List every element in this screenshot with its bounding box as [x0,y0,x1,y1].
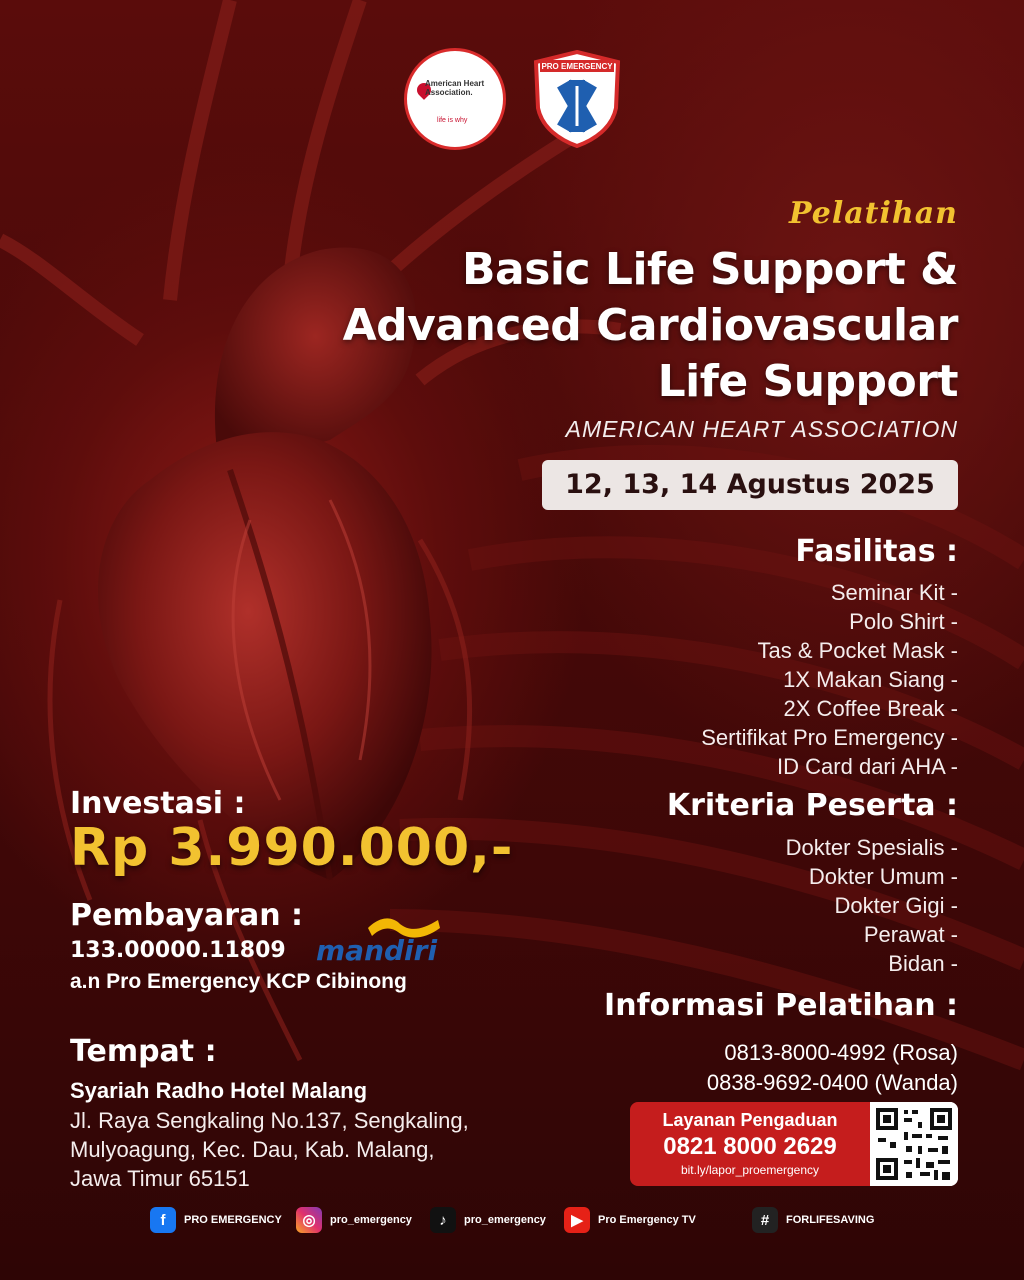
kriteria-list [786,833,958,978]
pembayaran-heading: Pembayaran : [70,898,304,933]
script-heading: Pelatihan [789,196,958,231]
venue-name: Syariah Radho Hotel Malang [70,1078,368,1103]
facebook-handle: PRO EMERGENCY [184,1214,282,1226]
fasilitas-list [701,578,958,781]
complaint-phone[interactable]: 0821 8000 2629 [663,1133,837,1160]
list-item: Dokter Gigi - [834,893,958,918]
organizer-subtitle: AMERICAN HEART ASSOCIATION [565,416,958,442]
complaint-title: Layanan Pengaduan [662,1110,838,1130]
facebook-icon: f [150,1207,176,1233]
fasilitas-heading: Fasilitas : [795,534,958,569]
title-line-3: Life Support [657,356,958,407]
venue-address [70,1106,469,1193]
title-line-2: Advanced Cardiovascular [342,300,958,351]
kriteria-heading: Kriteria Peserta : [666,788,958,823]
youtube-handle: Pro Emergency TV [598,1214,696,1226]
aha-logo [404,48,506,150]
list-item: Perawat - [863,922,958,947]
contact-phone[interactable]: 0838-9692-0400 (Wanda) [706,1070,958,1095]
address-line: Jawa Timur 65151 [70,1166,250,1191]
instagram-handle: pro_emergency [330,1214,412,1226]
event-date: 12, 13, 14 Agustus 2025 [542,460,958,510]
social-tiktok[interactable] [430,1206,546,1234]
hashtag-text: FORLIFESAVING [786,1214,875,1226]
price: Rp 3.990.000,- [70,818,514,878]
address-line: Mulyoagung, Kec. Dau, Kab. Malang, [70,1137,435,1162]
list-item: 2X Coffee Break - [783,696,958,721]
list-item: Dokter Spesialis - [785,835,958,860]
pe-logo-label: PRO EMERGENCY [541,62,613,71]
account-number: 133.00000.11809 [70,938,286,963]
youtube-icon: ▶ [564,1207,590,1233]
social-hashtag[interactable] [752,1206,874,1234]
qr-code-icon[interactable] [870,1102,958,1186]
account-name: a.n Pro Emergency KCP Cibinong [70,970,407,993]
pro-emergency-logo [532,50,622,148]
complaint-link[interactable]: bit.ly/lapor_proemergency [680,1163,820,1177]
list-item: Bidan - [888,951,958,976]
aha-name: American Heart Association. [425,79,485,97]
social-youtube[interactable] [564,1206,696,1234]
bank-name: mandiri [316,934,438,966]
instagram-icon: ◎ [296,1207,322,1233]
mandiri-logo [314,914,444,966]
tempat-heading: Tempat : [70,1034,217,1069]
contact-phone[interactable]: 0813-8000-4992 (Rosa) [724,1040,958,1065]
contact-phones [707,1038,958,1098]
list-item: Seminar Kit - [830,580,958,605]
list-item: Dokter Umum - [808,864,958,889]
informasi-heading: Informasi Pelatihan : [604,988,958,1023]
list-item: 1X Makan Siang - [783,667,958,692]
tiktok-icon: ♪ [430,1207,456,1233]
hashtag-icon: # [752,1207,778,1233]
complaint-box [630,1102,870,1186]
title-line-1: Basic Life Support & [462,244,958,295]
list-item: Tas & Pocket Mask - [757,638,958,663]
list-item: Polo Shirt - [849,609,958,634]
list-item: Sertifikat Pro Emergency - [701,725,958,750]
address-line: Jl. Raya Sengkaling No.137, Sengkaling, [70,1108,469,1133]
investasi-heading: Investasi : [70,786,246,821]
social-instagram[interactable] [296,1206,412,1234]
list-item: ID Card dari AHA - [777,754,958,779]
aha-tagline: life is why [437,117,468,124]
tiktok-handle: pro_emergency [464,1214,546,1226]
social-facebook[interactable] [150,1206,282,1234]
